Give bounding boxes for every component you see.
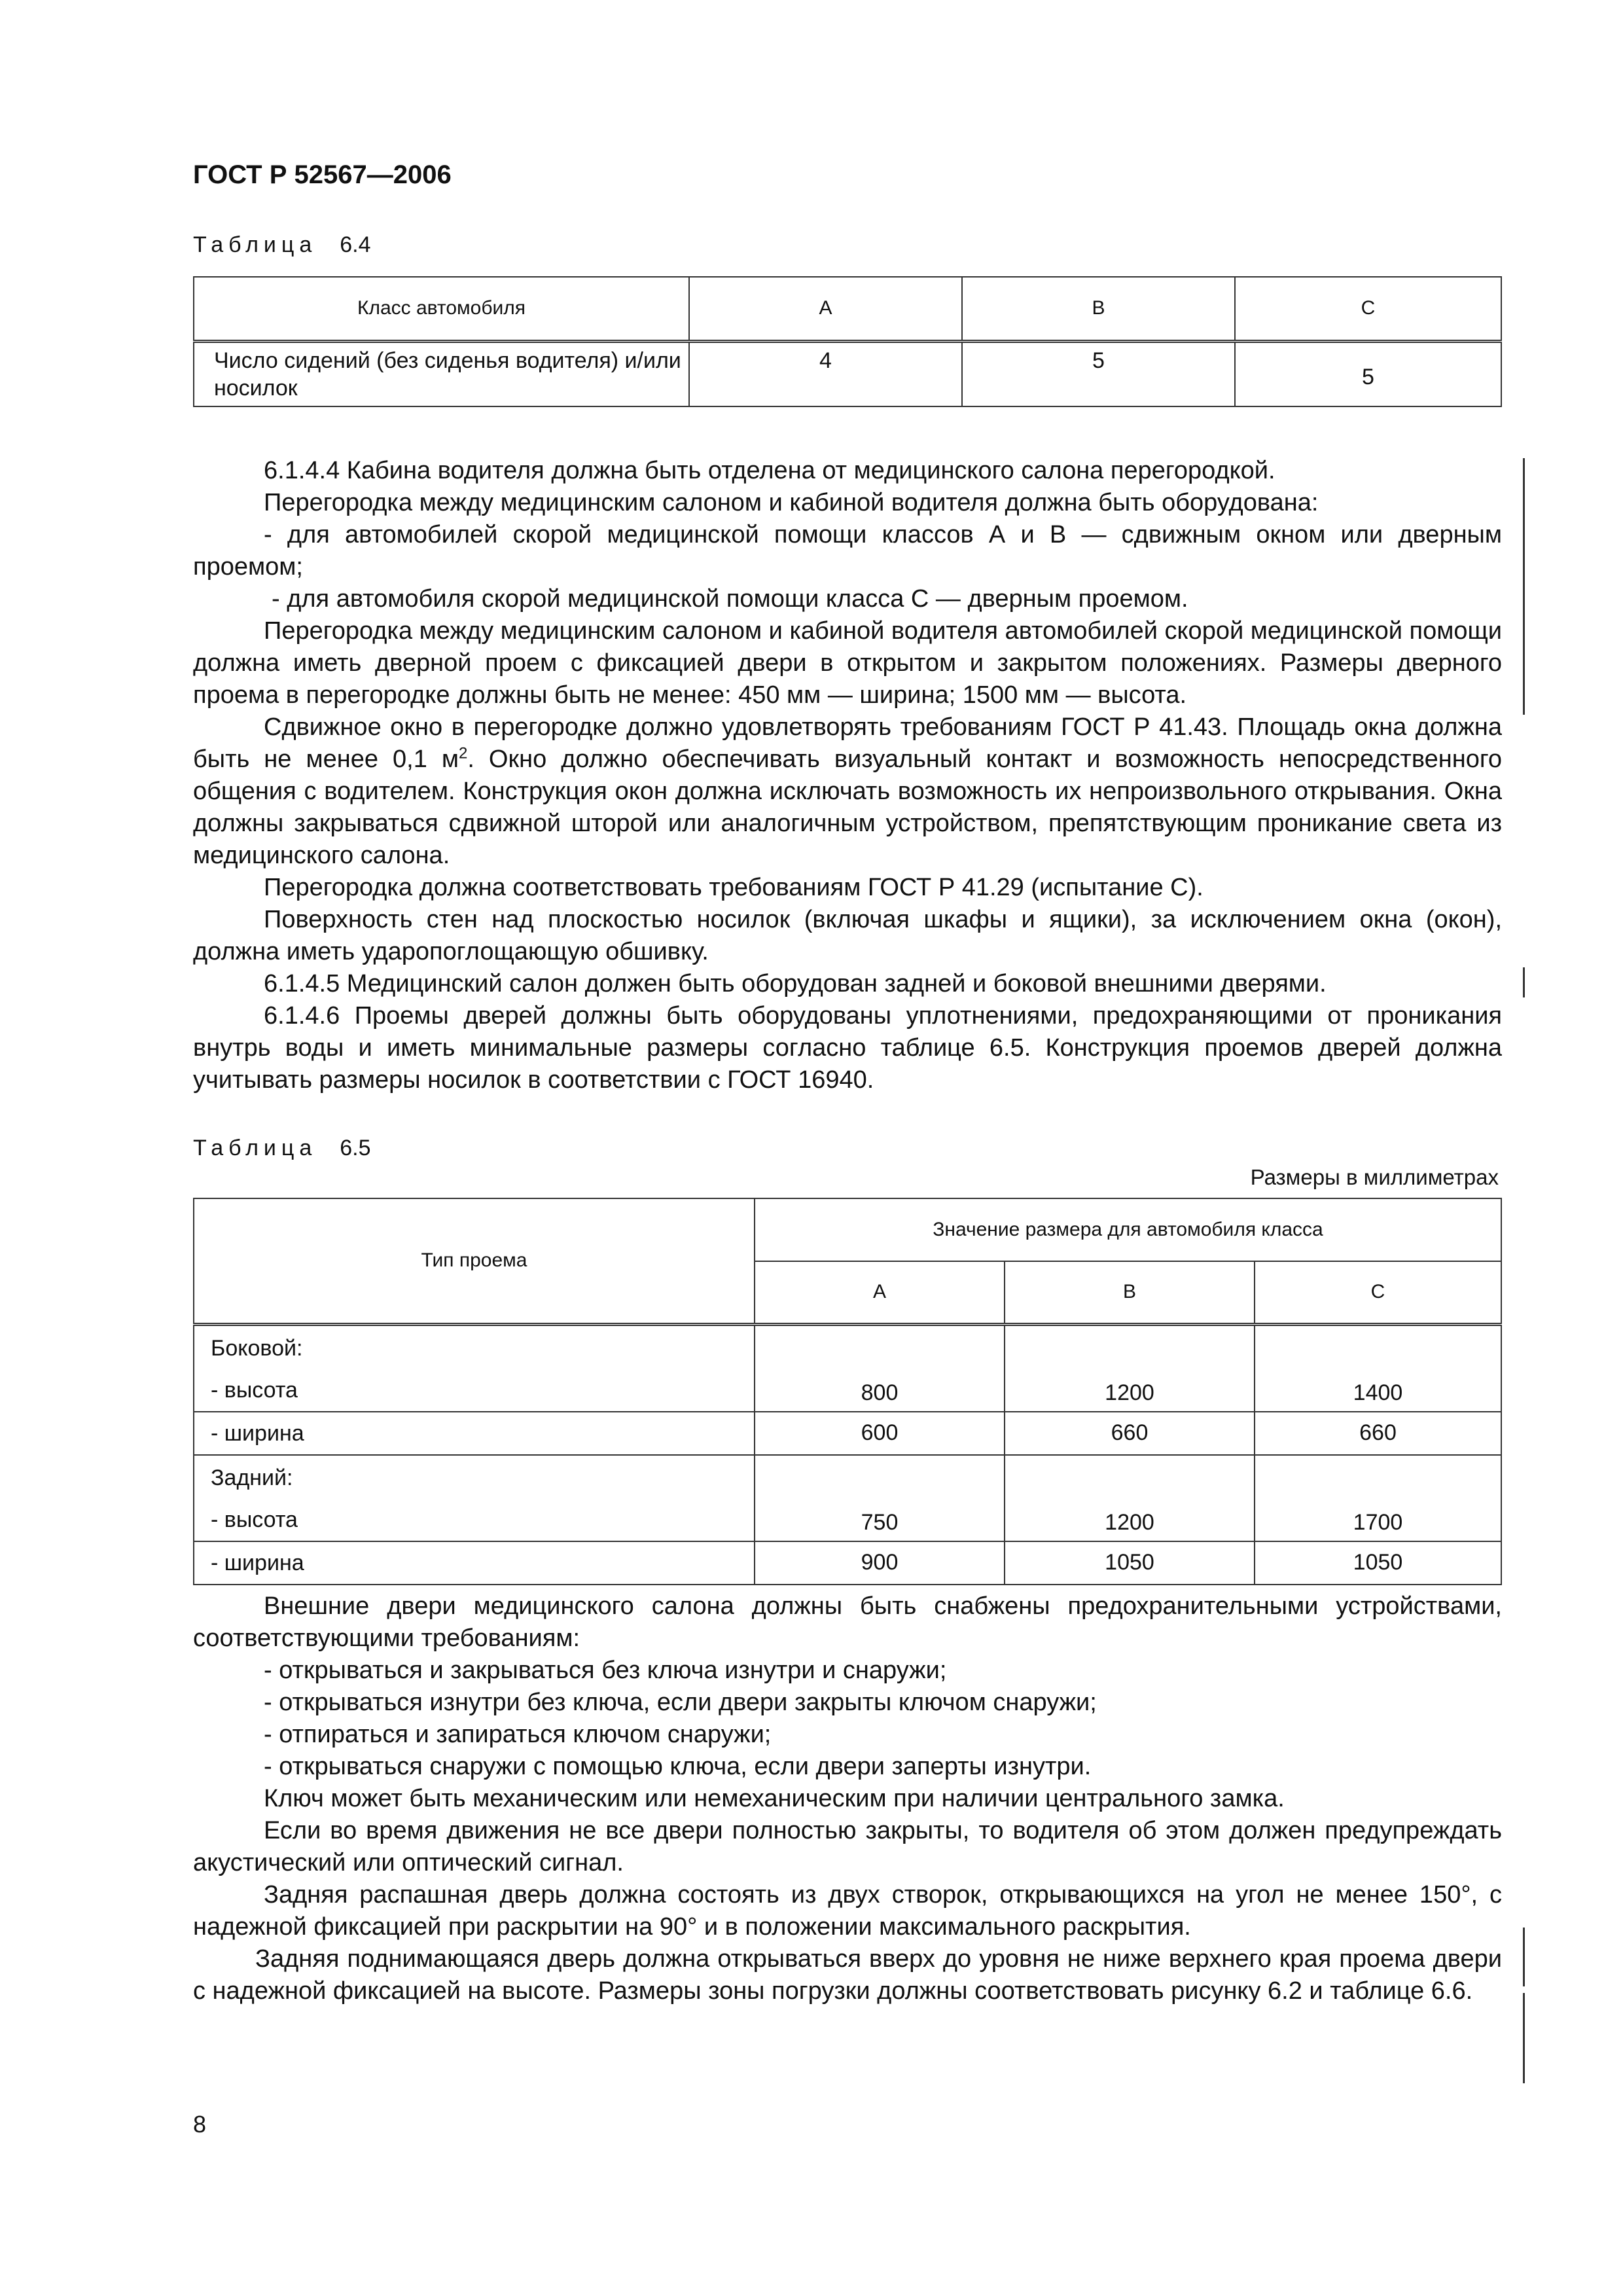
change-bar xyxy=(1523,458,1525,715)
table-6-5 xyxy=(193,1198,1502,1585)
list-item: - открываться изнутри без ключа, если двери закрыты ключом снаружи; xyxy=(264,1689,1097,1716)
paragraph: Ключ может быть механическим или немеханическим при наличии центрального замка. xyxy=(264,1785,1285,1812)
row-label: - высота xyxy=(211,1507,298,1532)
table-6-4-caption xyxy=(193,232,370,258)
table-cell: 1050 xyxy=(1005,1541,1255,1585)
paragraph: Перегородка между медицинским салоном и кабиной водителя должна быть оборудована: xyxy=(264,489,1319,516)
paragraph: Перегородка между медицинским салоном и кабиной водителя автомобилей скорой медицинской помощи должна иметь дверной проем с фиксацией двери в открытом и закрытом положениях. Размеры дверного проема в перегородке должны быть не менее: 450 мм — ширина; 1500 мм — высота. xyxy=(193,617,1502,709)
list-item: - открываться и закрываться без ключа изнутри и снаружи; xyxy=(264,1657,947,1684)
table-cell: 600 xyxy=(755,1412,1005,1455)
table-cell: 1400 xyxy=(1255,1324,1501,1412)
table-cell: 1700 xyxy=(1255,1455,1501,1541)
paragraph: Если во время движения не все двери полностью закрыты, то водителя об этом должен предупреждать акустический или оптический сигнал. xyxy=(193,1817,1502,1876)
table-cell: 660 xyxy=(1005,1412,1255,1455)
superscript: 2 xyxy=(458,744,468,762)
table-cell: 900 xyxy=(755,1541,1005,1585)
table-caption-word: Таблица xyxy=(193,232,317,257)
table-header-cell: A xyxy=(689,277,962,341)
table-6-5-caption xyxy=(193,1136,370,1161)
table-header-cell: Класс автомобиля xyxy=(194,277,689,341)
table-caption-number: 6.5 xyxy=(340,1136,371,1160)
table-header-cell: A xyxy=(755,1261,1005,1324)
table-row-label: Число сидений (без сиденья водителя) и/или носилок xyxy=(194,341,689,406)
group-name: Боковой: xyxy=(211,1335,303,1361)
paragraph: Поверхность стен над плоскостью носилок (включая шкафы и ящики), за исключением окна (окон), должна иметь удaропоглощающую обшивку. xyxy=(193,906,1502,965)
table-cell: 1200 xyxy=(1005,1324,1255,1412)
paragraph: Задняя поднимающаяся дверь должна открываться вверх до уровня не ниже верхнего края проема двери с надежной фиксацией на высоте. Размеры зоны погрузки должны соответствовать рисунку 6.2 и таблице 6.6. xyxy=(193,1945,1502,2005)
paragraph: Задняя распашная дверь должна состоять из двух створок, открывающихся на угол не менее 150°, с надежной фиксацией при раскрытии на 90° и в положении максимального раскрытия. xyxy=(193,1881,1502,1941)
table-cell: 5 xyxy=(1235,341,1501,406)
table-cell: 4 xyxy=(689,341,962,406)
paragraph xyxy=(193,711,1502,872)
row-label: - высота xyxy=(211,1377,298,1403)
document-code: ГОСТ Р 52567—2006 xyxy=(193,160,452,189)
paragraph: 6.1.4.4 Кабина водителя должна быть отделена от медицинского салона перегородкой. xyxy=(264,457,1275,484)
table-6-4 xyxy=(193,276,1502,407)
table-row-label: - ширина xyxy=(194,1541,755,1585)
list-item: - для автомобиля скорой медицинской помощи класса С — дверным проемом. xyxy=(272,585,1188,613)
text-run: Сдвижное окно в перегородке должно удовлетворять требованиям ГОСТ Р 41.43. Площадь окна должна быть не менее 0,1 м xyxy=(193,713,1502,773)
paragraph: Перегородка должна соответствовать требованиям ГОСТ Р 41.29 (испытание С). xyxy=(264,874,1204,901)
table-header-cell: B xyxy=(962,277,1235,341)
table-cell: 1200 xyxy=(1005,1455,1255,1541)
paragraph: Внешние двери медицинского салона должны быть снабжены предохранительными устройствами, соответствующими требованиям: xyxy=(193,1592,1502,1652)
list-item: - для автомобилей скорой медицинской помощи классов А и В — сдвижным окном или дверным проемом; xyxy=(193,521,1502,581)
paragraph: 6.1.4.6 Проемы дверей должны быть оборудованы уплотнениями, предохраняющими от проникания внутрь воды и иметь минимальные размеры согласно таблице 6.5. Конструкция проемов дверей должна учитывать размеры носилок в соответствии с ГОСТ 16940. xyxy=(193,1002,1502,1094)
table-cell: 660 xyxy=(1255,1412,1501,1455)
list-item: - отпираться и запираться ключом снаружи; xyxy=(264,1721,772,1748)
group-name: Задний: xyxy=(211,1465,293,1490)
table-row-label xyxy=(194,1455,755,1541)
change-bar xyxy=(1523,967,1525,997)
page-number: 8 xyxy=(193,2111,207,2138)
change-bar xyxy=(1523,1993,1525,2083)
table-cell: 750 xyxy=(755,1455,1005,1541)
list-item: - открываться снаружи с помощью ключа, если двери заперты изнутри. xyxy=(264,1753,1092,1780)
table-cell: 800 xyxy=(755,1324,1005,1412)
table-header-cell: Тип проема xyxy=(194,1198,755,1324)
table-cell: 1050 xyxy=(1255,1541,1501,1585)
change-bar xyxy=(1523,1928,1525,1986)
table-caption-number: 6.4 xyxy=(340,232,371,257)
table-header-cell: B xyxy=(1005,1261,1255,1324)
table-cell: 5 xyxy=(962,341,1235,406)
paragraph: 6.1.4.5 Медицинский салон должен быть оборудован задней и боковой внешними дверями. xyxy=(264,970,1327,997)
table-units-note: Размеры в миллиметрах xyxy=(1250,1165,1499,1189)
table-row-label xyxy=(194,1324,755,1412)
table-header-cell: Значение размера для автомобиля класса xyxy=(755,1198,1501,1261)
table-header-cell: C xyxy=(1235,277,1501,341)
table-caption-word: Таблица xyxy=(193,1136,317,1160)
table-header-cell: C xyxy=(1255,1261,1501,1324)
table-row-label: - ширина xyxy=(194,1412,755,1455)
text-run: . Окно должно обеспечивать визуальный контакт и возможность непосредственного общения с водителем. Конструкция окон должна исключать возможность их непроизвольного открывания. Окна должны закрываться сдвижной шторой или аналогичным устройством, препятствующим проникание света из медицинского салона. xyxy=(193,745,1502,869)
